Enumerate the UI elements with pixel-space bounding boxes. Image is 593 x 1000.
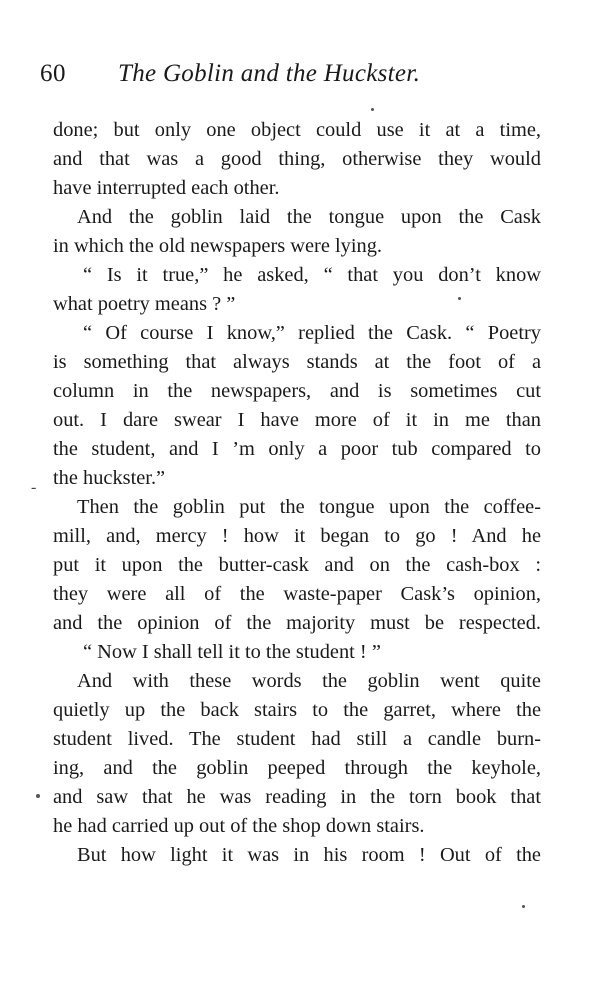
text-line: and the opinion of the majority must be respected. <box>53 612 541 634</box>
text-line: quietly up the back stairs to the garret, where the <box>53 699 541 721</box>
text-line: “ Of course I know,” replied the Cask. “ Poetry <box>83 322 541 344</box>
body-text <box>53 116 541 870</box>
text-line: in which the old newspapers were lying. <box>53 235 382 257</box>
text-line: Then the goblin put the tongue upon the coffee- <box>77 496 541 518</box>
margin-mark: - <box>31 479 37 496</box>
text-line: mill, and, mercy ! how it began to go ! And he <box>53 525 541 547</box>
text-line: they were all of the waste-paper Cask’s opinion, <box>53 583 541 605</box>
text-line: put it upon the butter-cask and on the cash-box : <box>53 554 541 576</box>
print-speck <box>371 108 374 111</box>
text-line: he had carried up out of the shop down stairs. <box>53 815 425 837</box>
text-line: And with these words the goblin went quite <box>77 670 541 692</box>
running-title: The Goblin and the Huckster. <box>118 60 421 87</box>
text-line: the huckster.” <box>53 467 166 489</box>
text-line: is something that always stands at the foot of a <box>53 351 541 373</box>
text-line: and saw that he was reading in the torn book that <box>53 786 541 808</box>
text-line: and that was a good thing, otherwise they would <box>53 148 541 170</box>
text-line: out. I dare swear I have more of it in me than <box>53 409 541 431</box>
print-speck <box>458 297 461 300</box>
text-line: student lived. The student had still a candle burn- <box>53 728 541 750</box>
text-line: “ Now I shall tell it to the student ! ” <box>83 641 381 663</box>
text-line: “ Is it true,” he asked, “ that you don’t know <box>83 264 541 286</box>
text-line: And the goblin laid the tongue upon the Cask <box>77 206 541 228</box>
text-line: have interrupted each other. <box>53 177 280 199</box>
text-line: the student, and I ’m only a poor tub compared to <box>53 438 541 460</box>
page-number: 60 <box>40 60 66 87</box>
text-line: what poetry means ? ” <box>53 293 236 315</box>
print-speck <box>36 794 40 798</box>
text-line: ing, and the goblin peeped through the keyhole, <box>53 757 541 779</box>
text-line: But how light it was in his room ! Out of the <box>77 844 541 866</box>
text-line: column in the newspapers, and is sometimes cut <box>53 380 541 402</box>
page-header <box>40 60 560 96</box>
print-speck <box>522 905 525 908</box>
text-line: done; but only one object could use it at a time, <box>53 119 541 141</box>
